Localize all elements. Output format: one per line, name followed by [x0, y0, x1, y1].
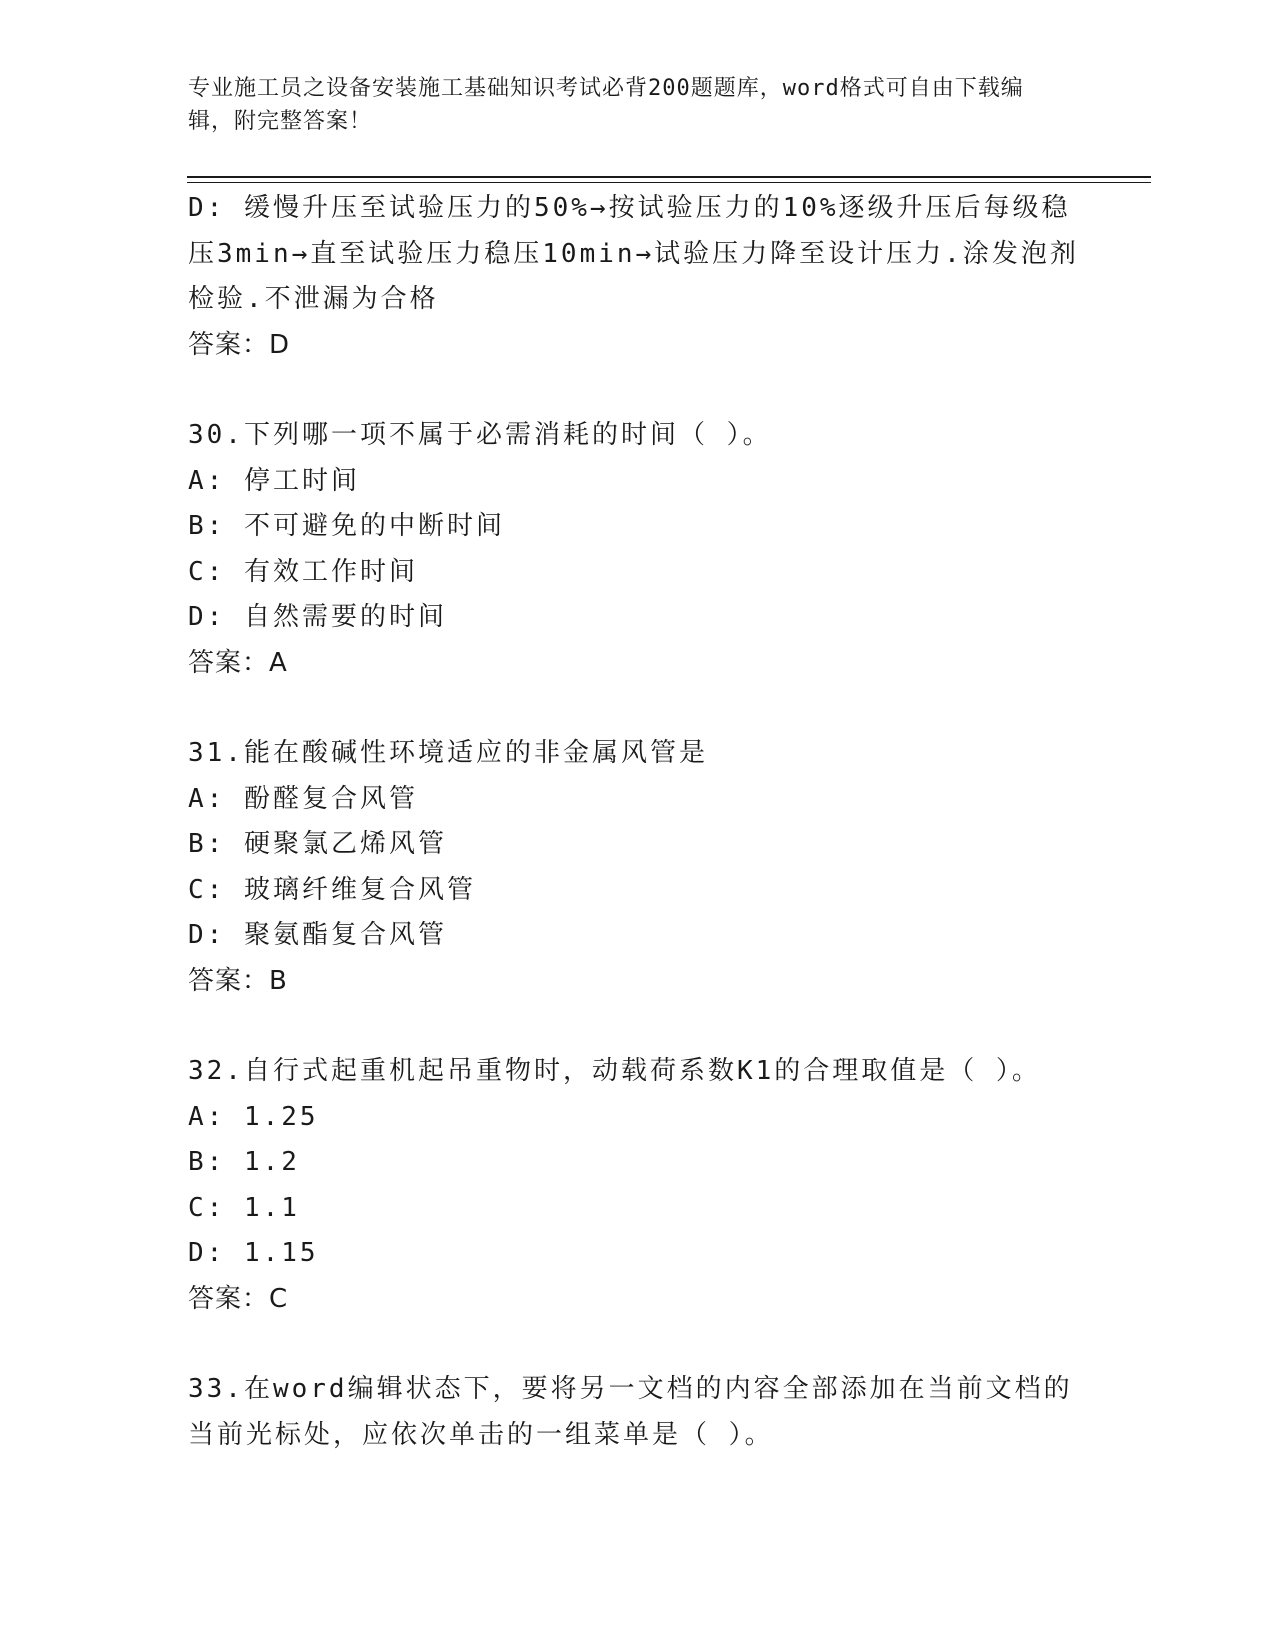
option-c: C: 玻璃纤维复合风管: [188, 874, 476, 905]
question-stem: 30.下列哪一项不属于必需消耗的时间（ ）。: [188, 420, 772, 450]
answer-31: 答案：B: [188, 965, 288, 996]
answer-29: 答案：D: [188, 329, 291, 360]
option-b: B: 不可避免的中断时间: [188, 511, 505, 541]
question-stem: 31.能在酸碱性环境适应的非金属风管是: [188, 738, 708, 768]
document-header: [188, 72, 1068, 138]
spacer: [188, 686, 1088, 731]
option-b: B: 1.2: [188, 1147, 300, 1177]
option-c: C: 1.1: [188, 1192, 300, 1223]
option-c: C: 有效工作时间: [188, 556, 418, 587]
question-33: [188, 1367, 1088, 1458]
answer-32: 答案：C: [188, 1283, 289, 1314]
option-d: D: 1.15: [188, 1238, 319, 1268]
question-29-continuation: [188, 186, 1088, 368]
option-d: D: 自然需要的时间: [188, 602, 447, 632]
question-stem-line-1: 33.在word编辑状态下，要将另一文档的内容全部添加在当前文档的: [188, 1374, 1073, 1404]
question-stem-line-2: 当前光标处，应依次单击的一组菜单是（ ）。: [188, 1419, 774, 1450]
option-d-line-2: 压3min→直至试验压力稳压10min→试验压力降至设计压力.涂发泡剂: [188, 238, 1079, 269]
question-stem: 32.自行式起重机起吊重物时，动载荷系数K1的合理取值是（ ）。: [188, 1056, 1041, 1086]
question-30: [188, 413, 1088, 686]
option-d-line-1: D: 缓慢升压至试验压力的50%→按试验压力的10%逐级升压后每级稳: [188, 193, 1071, 223]
option-d-line-3: 检验.不泄漏为合格: [188, 284, 439, 314]
option-a: A: 酚醛复合风管: [188, 783, 418, 814]
option-a: A: 1.25: [188, 1101, 319, 1132]
option-b: B: 硬聚氯乙烯风管: [188, 829, 447, 859]
header-divider-thin: [187, 182, 1151, 183]
spacer: [188, 368, 1088, 413]
question-32: [188, 1049, 1088, 1322]
document-body: [188, 186, 1088, 1458]
answer-30: 答案：A: [188, 647, 288, 678]
document-title: 专业施工员之设备安装施工基础知识考试必背200题题库，word格式可自由下载编辑，附完整答案！: [188, 76, 1024, 134]
option-a: A: 停工时间: [188, 465, 360, 496]
header-divider-thick: [187, 176, 1151, 178]
spacer: [188, 1004, 1088, 1049]
spacer: [188, 1322, 1088, 1367]
question-31: [188, 731, 1088, 1004]
option-d: D: 聚氨酯复合风管: [188, 920, 447, 950]
